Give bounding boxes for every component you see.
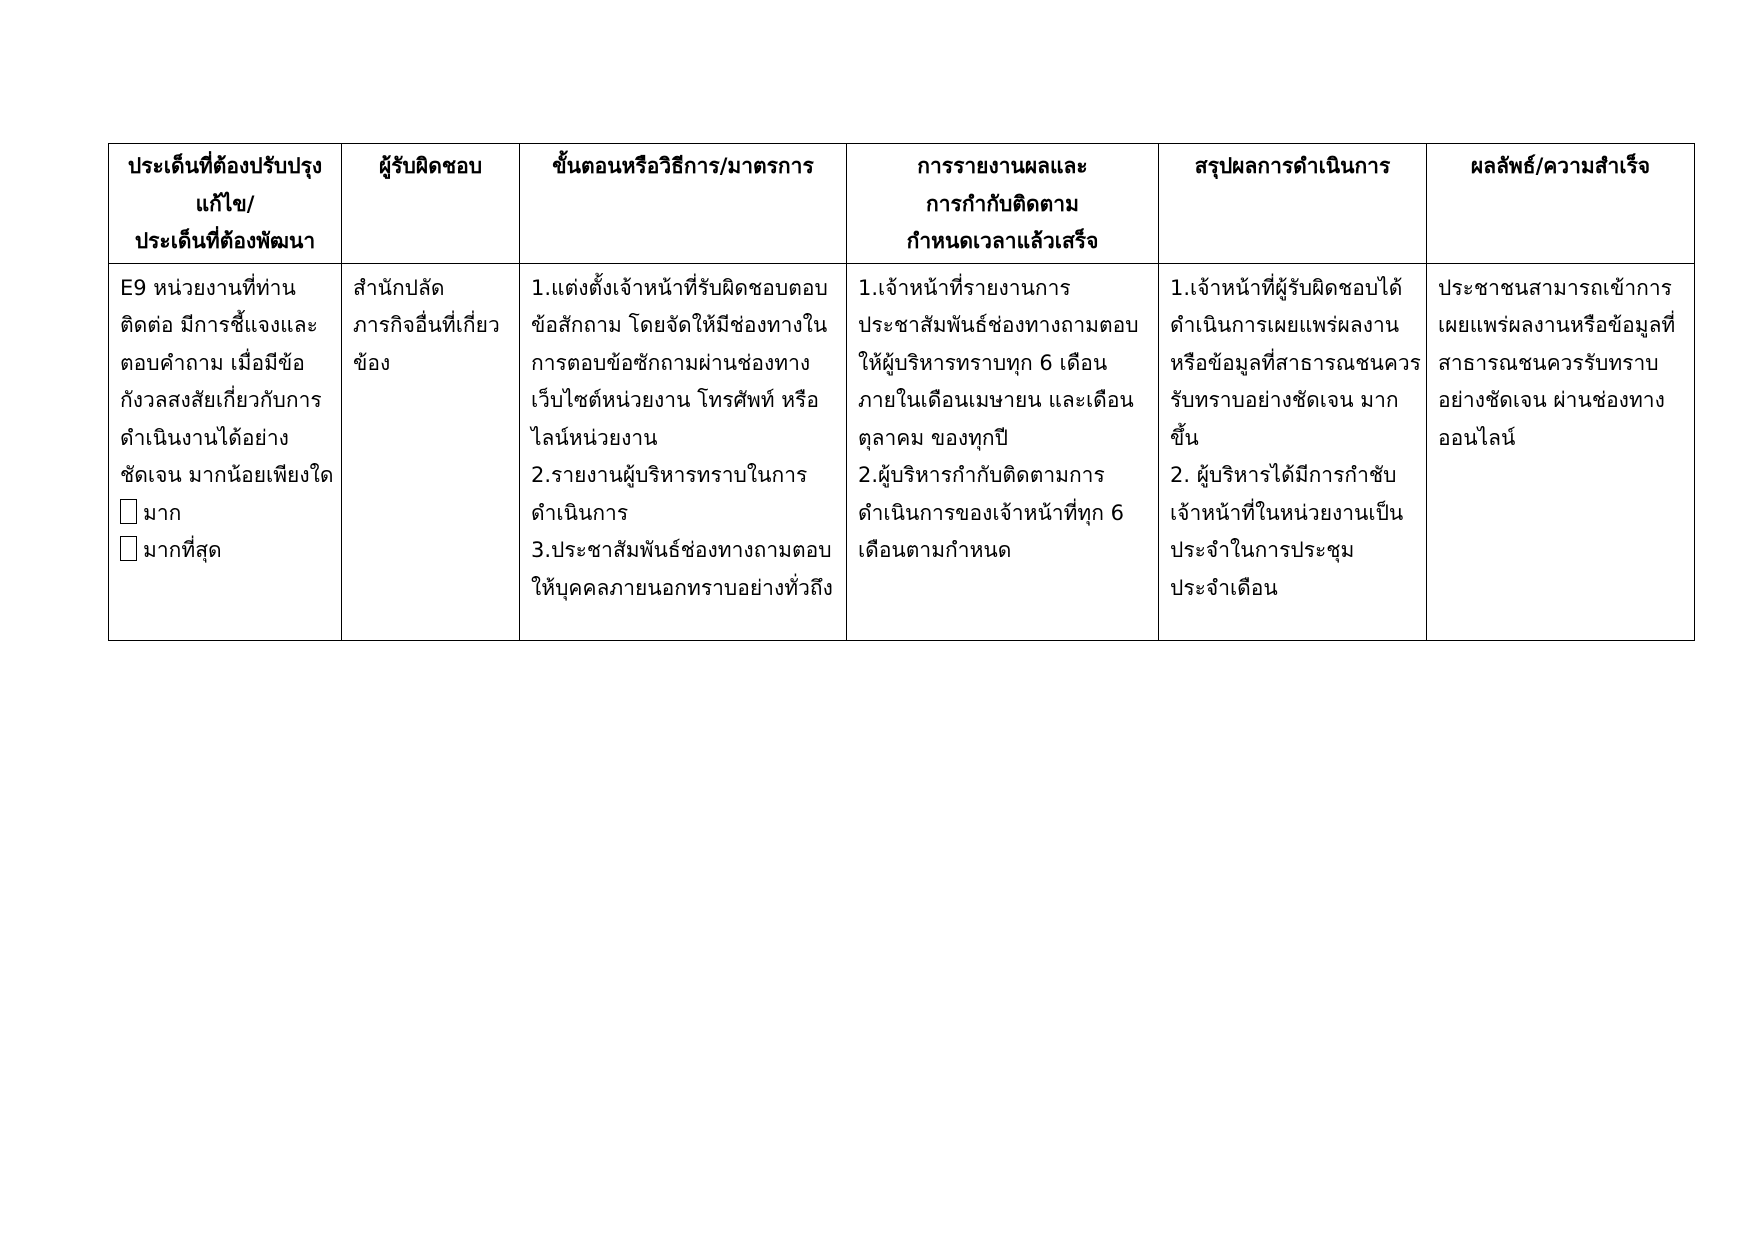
header-responsible [342,144,520,264]
cell-line: ประชาสัมพันธ์ช่องทางถามตอบ [858,313,1139,337]
cell-line: 2.ผู้บริหารกำกับติดตามการ [858,463,1105,487]
header-text: สรุปผลการดำเนินการ [1194,154,1391,178]
header-text: ผู้รับผิดชอบ [378,154,483,178]
header-text: ขั้นตอนหรือวิธีการ/มาตรการ [552,154,814,178]
cell-summary [1159,263,1427,640]
cell-line: 1.เจ้าหน้าที่รายงานการ [858,275,1071,300]
header-text: แก้ไข/ [195,191,255,216]
cell-line: 2. ผู้บริหารได้มีการกำชับ [1170,463,1397,487]
cell-line: ดำเนินการ [531,500,629,525]
cell-line: เจ้าหน้าที่ในหน่วยงานเป็น [1170,500,1404,525]
cell-line: ขึ้น [1170,425,1199,450]
checkbox-most[interactable] [120,536,137,561]
header-text: ประเด็นที่ต้องพัฒนา [134,229,316,253]
cell-line: 1.เจ้าหน้าที่ผู้รับผิดชอบได้ [1170,275,1403,300]
cell-line: ตอบคำถาม เมื่อมีข้อ [120,350,305,375]
cell-line: E9 หน่วยงานที่ท่าน [120,275,296,300]
cell-line: 2.รายงานผู้บริหารทราบในการ [531,463,808,487]
improvement-plan-table [108,143,1695,641]
cell-procedure [520,263,847,640]
option-most [120,532,330,570]
cell-line: ออนไลน์ [1438,425,1516,450]
cell-responsible [342,263,520,640]
cell-line: เผยแพร่ผลงานหรือข้อมูลที่ [1438,313,1676,337]
header-procedure [520,144,847,264]
cell-line: ให้บุคคลภายนอกทราบอย่างทั่วถึง [531,575,833,600]
cell-line: ประจำเดือน [1170,575,1278,600]
cell-line: สำนักปลัด [353,275,445,300]
cell-line: ข้อสักถาม โดยจัดให้มีช่องทางใน [531,313,828,337]
cell-line: ข้อง [353,350,391,375]
cell-line: กังวลสงสัยเกี่ยวกับการ [120,388,322,412]
header-text: ผลลัพธ์/ความสำเร็จ [1470,154,1651,178]
cell-line: ดำเนินการของเจ้าหน้าที่ทุก 6 [858,500,1125,525]
cell-line: ภายในเดือนเมษายน และเดือน [858,388,1134,412]
cell-line: ดำเนินงานได้อย่าง [120,425,289,450]
cell-issue [109,263,342,640]
header-reporting [847,144,1159,264]
cell-line: เดือนตามกำหนด [858,538,1012,562]
cell-line: ติดต่อ มีการชี้แจงและ [120,313,318,337]
option-label: มาก [143,500,182,525]
table-header-row [109,144,1695,264]
header-text: การรายงานผลและ [917,154,1088,178]
cell-reporting [847,263,1159,640]
cell-line: ดำเนินการเผยแพร่ผลงาน [1170,313,1400,337]
cell-line: สาธารณชนควรรับทราบ [1438,350,1659,375]
cell-line: ตุลาคม ของทุกปี [858,425,1008,450]
table-row [109,263,1695,640]
header-text: กำหนดเวลาแล้วเสร็จ [906,229,1099,253]
cell-line: หรือข้อมูลที่สาธารณชนควร [1170,350,1421,375]
cell-line: ประชาชนสามารถเข้าการ [1438,275,1672,300]
option-very [120,495,330,533]
cell-line: การตอบข้อซักถามผ่านช่องทาง [531,350,811,375]
header-text: การกำกับติดตาม [926,191,1079,216]
cell-line: ภารกิจอื่นที่เกี่ยว [353,313,500,337]
cell-line: 3.ประชาสัมพันธ์ช่องทางถามตอบ [531,538,832,562]
cell-line: ประจำในการประชุม [1170,538,1355,562]
header-summary [1159,144,1427,264]
header-result [1427,144,1695,264]
cell-line: เว็บไซต์หน่วยงาน โทรศัพท์ หรือ [531,388,819,412]
cell-line: ไลน์หน่วยงาน [531,425,658,450]
cell-line: อย่างชัดเจน ผ่านช่องทาง [1438,388,1665,412]
cell-line: ชัดเจน มากน้อยเพียงใด [120,463,334,487]
checkbox-very[interactable] [120,499,137,524]
header-issue [109,144,342,264]
cell-line: ให้ผู้บริหารทราบทุก 6 เดือน [858,350,1108,375]
header-text: ประเด็นที่ต้องปรับปรุง [127,154,323,178]
cell-result [1427,263,1695,640]
option-label: มากที่สุด [143,538,222,562]
cell-line: รับทราบอย่างชัดเจน มาก [1170,388,1399,412]
cell-line: 1.แต่งตั้งเจ้าหน้าที่รับผิดชอบตอบ [531,275,828,300]
